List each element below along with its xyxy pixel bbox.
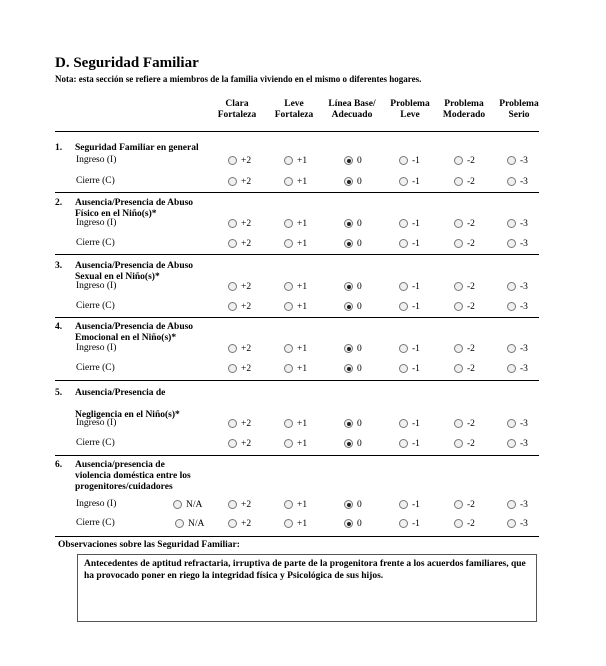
- radio-option[interactable]: [284, 238, 307, 249]
- radio-value-label: 0: [357, 301, 362, 312]
- item-title: [55, 198, 193, 220]
- radio-option[interactable]: [399, 499, 420, 510]
- radio-value-label: 0: [357, 438, 362, 449]
- radio-icon[interactable]: [284, 282, 293, 291]
- intake-label: Ingreso (I): [76, 218, 117, 228]
- radio-option[interactable]: [399, 176, 420, 187]
- item-title-line: Ausencia/Presencia de Abuso: [75, 198, 194, 208]
- radio-option[interactable]: [228, 301, 251, 312]
- radio-value-label: -1: [412, 343, 420, 354]
- radio-value-label: -1: [412, 281, 420, 292]
- column-header: [319, 99, 385, 121]
- radio-value-label: -1: [412, 363, 420, 374]
- na-label: N/A: [186, 499, 203, 510]
- item-number: 2.: [55, 198, 63, 208]
- radio-icon[interactable]: [454, 419, 463, 428]
- intake-label: Ingreso (I): [76, 418, 117, 428]
- section-divider: [55, 192, 539, 193]
- radio-icon[interactable]: [399, 156, 408, 165]
- radio-option[interactable]: [454, 499, 475, 510]
- item-title-text: [75, 261, 193, 283]
- radio-option[interactable]: [344, 438, 362, 449]
- radio-icon[interactable]: [284, 364, 293, 373]
- radio-value-label: -1: [412, 176, 420, 187]
- item-title-line: Seguridad Familiar en general: [75, 143, 199, 153]
- radio-icon[interactable]: [228, 344, 237, 353]
- radio-value-label: +1: [297, 363, 308, 374]
- na-radio-option[interactable]: [173, 499, 202, 510]
- radio-option[interactable]: [399, 418, 420, 429]
- radio-value-label: -2: [467, 238, 475, 249]
- radio-value-label: -3: [520, 238, 528, 249]
- radio-option[interactable]: [228, 281, 251, 292]
- radio-icon[interactable]: [507, 500, 516, 509]
- radio-option[interactable]: [454, 343, 475, 354]
- radio-option[interactable]: [284, 438, 307, 449]
- item-title-line: Sexual en el Niño(s)*: [75, 272, 160, 282]
- item-number: 4.: [55, 322, 63, 332]
- radio-icon[interactable]: [284, 439, 293, 448]
- radio-option[interactable]: [344, 155, 362, 166]
- radio-icon[interactable]: [507, 156, 516, 165]
- radio-option[interactable]: [284, 281, 307, 292]
- radio-option[interactable]: [228, 238, 251, 249]
- radio-value-label: +1: [297, 499, 308, 510]
- radio-icon[interactable]: [454, 177, 463, 186]
- radio-icon[interactable]: [399, 302, 408, 311]
- radio-icon[interactable]: [344, 282, 353, 291]
- radio-icon[interactable]: [228, 364, 237, 373]
- radio-value-label: -2: [467, 176, 475, 187]
- radio-icon[interactable]: [507, 239, 516, 248]
- radio-option[interactable]: [454, 301, 475, 312]
- radio-option[interactable]: [284, 343, 307, 354]
- column-header: [486, 99, 552, 121]
- radio-icon[interactable]: [228, 519, 237, 528]
- na-label: N/A: [188, 518, 205, 529]
- radio-icon[interactable]: [399, 439, 408, 448]
- section-divider: [55, 455, 539, 456]
- radio-option[interactable]: [284, 176, 307, 187]
- item-title-line: progenitores/cuidadores: [75, 482, 173, 492]
- column-header: [261, 99, 327, 121]
- radio-icon[interactable]: [344, 302, 353, 311]
- radio-option[interactable]: [454, 418, 475, 429]
- radio-icon[interactable]: [454, 519, 463, 528]
- radio-icon[interactable]: [507, 364, 516, 373]
- radio-value-label: -1: [412, 499, 420, 510]
- item-title-line: [75, 399, 180, 410]
- radio-option[interactable]: [399, 363, 420, 374]
- radio-icon[interactable]: [454, 344, 463, 353]
- radio-option[interactable]: [454, 363, 475, 374]
- radio-icon[interactable]: [399, 419, 408, 428]
- radio-value-label: -3: [520, 363, 528, 374]
- radio-icon[interactable]: [507, 302, 516, 311]
- section-divider: [55, 131, 539, 132]
- radio-option[interactable]: [228, 176, 251, 187]
- radio-icon[interactable]: [399, 364, 408, 373]
- radio-icon[interactable]: [228, 282, 237, 291]
- radio-value-label: +1: [297, 238, 308, 249]
- item-title-text: [75, 198, 193, 220]
- radio-value-label: -1: [412, 438, 420, 449]
- radio-option[interactable]: [344, 343, 362, 354]
- closure-label: Cierre (C): [76, 238, 115, 248]
- intake-label: Ingreso (I): [76, 155, 117, 165]
- radio-option[interactable]: [344, 176, 362, 187]
- radio-option[interactable]: [228, 343, 251, 354]
- radio-option[interactable]: [228, 438, 251, 449]
- radio-option[interactable]: [399, 238, 420, 249]
- radio-option[interactable]: [454, 238, 475, 249]
- radio-value-label: -3: [520, 518, 528, 529]
- radio-icon[interactable]: [399, 500, 408, 509]
- radio-option[interactable]: [507, 176, 528, 187]
- radio-icon[interactable]: [228, 419, 237, 428]
- na-radio-option[interactable]: [175, 518, 204, 529]
- radio-icon[interactable]: [399, 219, 408, 228]
- closure-label: Cierre (C): [76, 363, 115, 373]
- radio-option[interactable]: [454, 281, 475, 292]
- radio-option[interactable]: [399, 218, 420, 229]
- section-note: Nota: esta sección se refiere a miembros de la familia viviendo en el mismo o diferentes hogares.: [55, 74, 422, 84]
- radio-option[interactable]: [454, 438, 475, 449]
- radio-value-label: -3: [520, 281, 528, 292]
- radio-option[interactable]: [454, 176, 475, 187]
- radio-option[interactable]: [399, 343, 420, 354]
- intake-label: Ingreso (I): [76, 281, 117, 291]
- radio-option[interactable]: [344, 218, 362, 229]
- radio-option[interactable]: [228, 418, 251, 429]
- radio-icon[interactable]: [284, 177, 293, 186]
- radio-option[interactable]: [344, 418, 362, 429]
- item-title-line: Ausencia/presencia de: [75, 460, 165, 470]
- radio-icon[interactable]: [507, 439, 516, 448]
- radio-icon[interactable]: [344, 364, 353, 373]
- radio-icon[interactable]: [228, 156, 237, 165]
- closure-label: Cierre (C): [76, 301, 115, 311]
- radio-option[interactable]: [284, 499, 307, 510]
- radio-icon[interactable]: [507, 419, 516, 428]
- radio-value-label: -2: [467, 438, 475, 449]
- radio-value-label: -3: [520, 155, 528, 166]
- radio-option[interactable]: [344, 363, 362, 374]
- radio-icon[interactable]: [228, 219, 237, 228]
- item-title-line: Ausencia/Presencia de: [75, 388, 166, 398]
- intake-label: Ingreso (I): [76, 343, 117, 353]
- radio-icon[interactable]: [507, 344, 516, 353]
- radio-option[interactable]: [399, 155, 420, 166]
- radio-option[interactable]: [454, 155, 475, 166]
- item-title-line: violencia doméstica entre los: [75, 471, 191, 481]
- radio-icon[interactable]: [228, 239, 237, 248]
- section-title: D. Seguridad Familiar: [55, 55, 199, 71]
- radio-icon[interactable]: [454, 500, 463, 509]
- radio-icon[interactable]: [344, 156, 353, 165]
- radio-icon[interactable]: [454, 364, 463, 373]
- radio-value-label: 0: [357, 281, 362, 292]
- radio-icon[interactable]: [284, 500, 293, 509]
- radio-value-label: +2: [241, 499, 252, 510]
- radio-icon[interactable]: [344, 419, 353, 428]
- radio-value-label: -2: [467, 343, 475, 354]
- radio-value-label: -3: [520, 499, 528, 510]
- radio-option[interactable]: [507, 218, 528, 229]
- item-title-line: Ausencia/Presencia de Abuso: [75, 322, 194, 332]
- item-title: [55, 322, 193, 344]
- item-title-line: Negligencia en el Niño(s)*: [75, 410, 180, 420]
- radio-icon[interactable]: [454, 439, 463, 448]
- item-title: [55, 261, 193, 283]
- radio-option[interactable]: [228, 155, 251, 166]
- item-number: 3.: [55, 261, 63, 271]
- radio-value-label: -2: [467, 363, 475, 374]
- radio-value-label: +2: [241, 281, 252, 292]
- radio-value-label: +2: [241, 343, 252, 354]
- radio-option[interactable]: [507, 301, 528, 312]
- radio-value-label: 0: [357, 418, 362, 429]
- radio-option[interactable]: [507, 343, 528, 354]
- item-title-line: Emocional en el Niño(s)*: [75, 333, 177, 343]
- intake-label: Ingreso (I): [76, 499, 117, 509]
- radio-icon[interactable]: [507, 519, 516, 528]
- radio-value-label: +2: [241, 518, 252, 529]
- radio-icon[interactable]: [344, 500, 353, 509]
- column-header-line: Problema: [390, 99, 430, 109]
- item-title-text: [75, 388, 180, 421]
- radio-value-label: +1: [297, 518, 308, 529]
- radio-option[interactable]: [454, 518, 475, 529]
- radio-icon[interactable]: [284, 219, 293, 228]
- radio-option[interactable]: [284, 363, 307, 374]
- radio-value-label: -3: [520, 218, 528, 229]
- radio-icon[interactable]: [344, 239, 353, 248]
- item-title-line: Físico en el Niño(s)*: [75, 209, 157, 219]
- radio-icon[interactable]: [344, 344, 353, 353]
- radio-option[interactable]: [228, 218, 251, 229]
- column-header-line: Problema: [499, 99, 539, 109]
- item-number: 5.: [55, 388, 63, 398]
- radio-value-label: +1: [297, 343, 308, 354]
- radio-icon[interactable]: [507, 177, 516, 186]
- column-header-line: Problema: [444, 99, 484, 109]
- radio-value-label: +1: [297, 281, 308, 292]
- radio-option[interactable]: [507, 518, 528, 529]
- radio-icon[interactable]: [507, 219, 516, 228]
- column-header-line: Fortaleza: [217, 110, 257, 120]
- radio-option[interactable]: [284, 155, 307, 166]
- item-title-text: [75, 143, 199, 154]
- section-divider: [55, 317, 539, 318]
- radio-value-label: -1: [412, 301, 420, 312]
- section-divider: [55, 536, 539, 537]
- radio-value-label: -3: [520, 418, 528, 429]
- radio-icon[interactable]: [399, 177, 408, 186]
- radio-value-label: 0: [357, 218, 362, 229]
- column-header-line: Línea Base/: [328, 99, 376, 109]
- radio-value-label: +2: [241, 301, 252, 312]
- radio-value-label: 0: [357, 499, 362, 510]
- closure-label: Cierre (C): [76, 176, 115, 186]
- item-title-text: [75, 322, 193, 344]
- radio-option[interactable]: [284, 218, 307, 229]
- radio-value-label: +1: [297, 418, 308, 429]
- radio-icon[interactable]: [454, 156, 463, 165]
- radio-value-label: 0: [357, 363, 362, 374]
- radio-value-label: -2: [467, 301, 475, 312]
- radio-icon[interactable]: [399, 344, 408, 353]
- item-title-text: [75, 460, 191, 493]
- item-title-line: Ausencia/Presencia de Abuso: [75, 261, 194, 271]
- radio-value-label: -2: [467, 518, 475, 529]
- radio-option[interactable]: [228, 363, 251, 374]
- closure-label: Cierre (C): [76, 518, 115, 528]
- radio-value-label: +1: [297, 301, 308, 312]
- radio-option[interactable]: [507, 363, 528, 374]
- radio-value-label: -2: [467, 281, 475, 292]
- column-header-line: Serio: [508, 110, 530, 120]
- item-title: [55, 460, 191, 493]
- radio-value-label: -2: [467, 218, 475, 229]
- radio-option[interactable]: [399, 281, 420, 292]
- radio-icon[interactable]: [284, 156, 293, 165]
- radio-option[interactable]: [284, 418, 307, 429]
- radio-icon[interactable]: [344, 177, 353, 186]
- radio-value-label: -2: [467, 418, 475, 429]
- radio-option[interactable]: [507, 438, 528, 449]
- radio-icon[interactable]: [454, 282, 463, 291]
- radio-value-label: -1: [412, 518, 420, 529]
- radio-value-label: 0: [357, 176, 362, 187]
- radio-icon[interactable]: [173, 500, 182, 509]
- radio-option[interactable]: [399, 438, 420, 449]
- radio-value-label: -3: [520, 301, 528, 312]
- radio-value-label: +1: [297, 218, 308, 229]
- radio-icon[interactable]: [228, 302, 237, 311]
- radio-option[interactable]: [507, 238, 528, 249]
- radio-value-label: -2: [467, 155, 475, 166]
- radio-value-label: -1: [412, 238, 420, 249]
- radio-icon[interactable]: [284, 419, 293, 428]
- column-header-line: Adecuado: [331, 110, 373, 120]
- radio-icon[interactable]: [344, 519, 353, 528]
- column-header-line: Leve: [284, 99, 304, 109]
- radio-icon[interactable]: [454, 219, 463, 228]
- radio-icon[interactable]: [284, 519, 293, 528]
- item-title: [55, 388, 180, 421]
- column-header-line: Leve: [400, 110, 420, 120]
- item-title: [55, 143, 199, 154]
- radio-option[interactable]: [228, 518, 251, 529]
- radio-value-label: -3: [520, 438, 528, 449]
- radio-icon[interactable]: [175, 519, 184, 528]
- radio-icon[interactable]: [228, 500, 237, 509]
- radio-value-label: 0: [357, 238, 362, 249]
- radio-value-label: -2: [467, 499, 475, 510]
- column-header-line: Fortaleza: [274, 110, 314, 120]
- radio-icon[interactable]: [399, 239, 408, 248]
- radio-value-label: -3: [520, 343, 528, 354]
- item-number: 1.: [55, 143, 63, 153]
- observations-label: Observaciones sobre las Seguridad Familiar:: [58, 540, 240, 550]
- item-number: 6.: [55, 460, 63, 470]
- column-header-line: Moderado: [442, 110, 486, 120]
- radio-icon[interactable]: [454, 302, 463, 311]
- radio-option[interactable]: [344, 301, 362, 312]
- radio-value-label: -1: [412, 155, 420, 166]
- section-divider: [55, 254, 539, 255]
- radio-value-label: 0: [357, 343, 362, 354]
- observations-textarea[interactable]: Antecedentes de aptitud refractaria, irruptiva de parte de la progenitora frente a los acuerdos familiares, que ha provocado poner en riego la integridad física y Psicológica de sus hijos.: [77, 554, 537, 622]
- radio-icon[interactable]: [284, 344, 293, 353]
- radio-value-label: -1: [412, 218, 420, 229]
- radio-icon[interactable]: [344, 439, 353, 448]
- radio-option[interactable]: [228, 499, 251, 510]
- radio-value-label: +1: [297, 176, 308, 187]
- radio-option[interactable]: [399, 301, 420, 312]
- radio-value-label: -1: [412, 418, 420, 429]
- radio-option[interactable]: [507, 499, 528, 510]
- radio-option[interactable]: [399, 518, 420, 529]
- radio-value-label: +1: [297, 438, 308, 449]
- radio-option[interactable]: [284, 301, 307, 312]
- radio-option[interactable]: [344, 499, 362, 510]
- section-divider: [55, 380, 539, 381]
- radio-icon[interactable]: [344, 219, 353, 228]
- radio-option[interactable]: [507, 281, 528, 292]
- radio-icon[interactable]: [399, 282, 408, 291]
- radio-value-label: +2: [241, 438, 252, 449]
- radio-value-label: +2: [241, 155, 252, 166]
- radio-option[interactable]: [344, 281, 362, 292]
- radio-option[interactable]: [507, 155, 528, 166]
- radio-icon[interactable]: [284, 302, 293, 311]
- radio-option[interactable]: [344, 518, 362, 529]
- radio-value-label: +2: [241, 218, 252, 229]
- radio-value-label: +2: [241, 238, 252, 249]
- closure-label: Cierre (C): [76, 438, 115, 448]
- radio-option[interactable]: [454, 218, 475, 229]
- radio-value-label: -3: [520, 176, 528, 187]
- radio-icon[interactable]: [454, 239, 463, 248]
- radio-value-label: +2: [241, 363, 252, 374]
- radio-option[interactable]: [284, 518, 307, 529]
- radio-icon[interactable]: [399, 519, 408, 528]
- radio-icon[interactable]: [284, 239, 293, 248]
- radio-icon[interactable]: [228, 439, 237, 448]
- radio-option[interactable]: [507, 418, 528, 429]
- radio-icon[interactable]: [228, 177, 237, 186]
- radio-value-label: +1: [297, 155, 308, 166]
- radio-value-label: +2: [241, 418, 252, 429]
- radio-option[interactable]: [344, 238, 362, 249]
- radio-value-label: +2: [241, 176, 252, 187]
- column-header-line: Clara: [225, 99, 249, 109]
- radio-value-label: 0: [357, 518, 362, 529]
- radio-value-label: 0: [357, 155, 362, 166]
- radio-icon[interactable]: [507, 282, 516, 291]
